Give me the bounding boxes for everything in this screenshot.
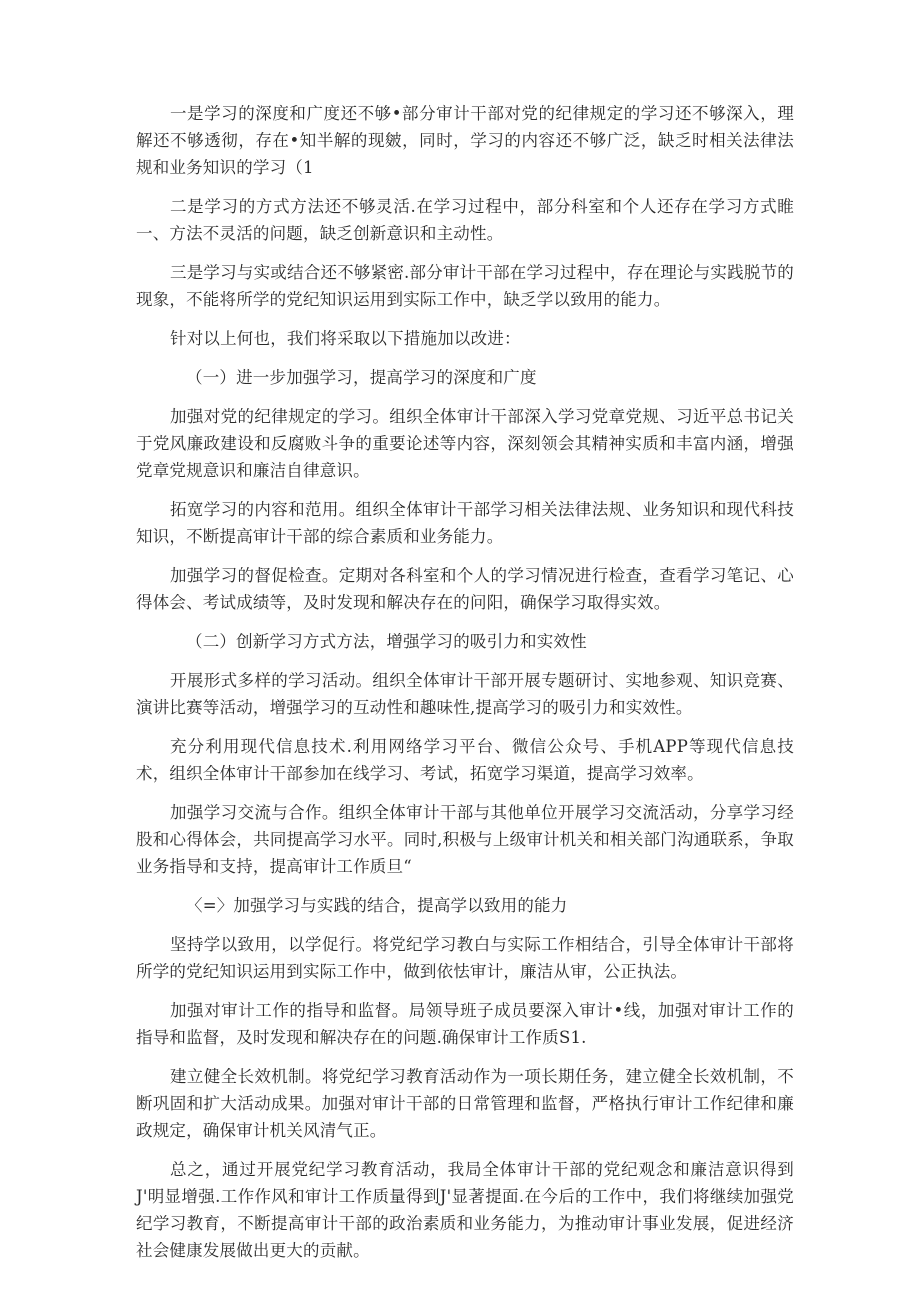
section-heading-1: （一）进一步加强学习，提高学习的深度和广度	[186, 368, 537, 387]
paragraph-conclusion: 总之，通过开展党纪学习教育活动，我局全体审计干部的党纪观念和廉洁意识得到J'明显增强.工作作风和审计工作质量得到J'显著提面.在今后的工作中，我们将继续加强党纪学习教育，不断提高审计干部的政治素质和业务能力，为推动审计事业发展，促进经济社会健康发展做出更大的贡献。	[136, 1160, 794, 1260]
paragraph-learning-by-doing: 坚持学以致用，以学促行。将党纪学习教白与实际工作相结合，引导全体审计干部将所学的党纪知识运用到实际工作中，做到依怯审计，廉洁从审，公正执法。	[136, 935, 794, 981]
paragraph-learning-depth: 一是学习的深度和广度还不够•部分审计干部对党的纪律规定的学习还不够深入，理解还不够透彻，存在•知半解的现皴，同时，学习的内容还不够广泛，缺乏时相关法律法规和业务知识的学习（1	[136, 104, 794, 177]
section-heading-3: 〈=〉加强学习与实践的结合，提高学以致用的能力	[186, 896, 568, 915]
document-body	[136, 100, 794, 1276]
paragraph-diverse-activities: 开展形式多样的学习活动。组织全体审计干部开展专题研讨、实地参观、知识竞赛、演讲比赛等活动，增强学习的互动性和趣味性,提高学习的吸引力和实效性。	[136, 671, 794, 717]
paragraph-information-technology: 充分利用现代信息技术.利用网络学习平台、微信公众号、手机APP等现代信息技术，组织全体审计干部参加在线学习、考试，拓宽学习渠道，提高学习效率。	[136, 737, 794, 783]
paragraph-exchange-cooperation: 加强学习交流与合作。组织全体审计干部与其他单位开展学习交流活动，分享学习经股和心得体会，共同提高学习水平。同时,积极与上级审计机关和相关部门沟通联系，争取业务指导和支持，提高审计工作质旦“	[136, 803, 794, 876]
paragraph-learning-practice: 三是学习与实或结合还不够紧密.部分审计干部在学习过程中，存在理论与实践脱节的现象，不能将所学的党纪知识运用到实际工作中，缺乏学以致用的能力。	[136, 263, 794, 309]
section-heading-2: （二）创新学习方式方法，增强学习的吸引力和实效性	[186, 632, 587, 651]
paragraph-learning-methods: 二是学习的方式方法还不够灵活.在学习过程中，部分科室和个人还存在学习方式睢一、方法不灵活的问题，缺乏创新意识和主动性。	[136, 197, 794, 243]
paragraph-party-discipline-study: 加强对党的纪律规定的学习。组织全体审计干部深入学习党章党规、习近平总书记关于党风廉政建设和反腐败斗争的重要论述等内容，深刻领会其精神实质和丰富内涵，增强党章党规意识和廉洁自律意识。	[136, 407, 794, 480]
paragraph-guidance-supervision: 加强对审计工作的指导和监督。局领导班子成员要深入审计•线，加强对审计工作的指导和监督，及时发现和解决存在的问题.确保审计工作质S1.	[136, 1001, 794, 1047]
paragraph-broaden-scope: 拓宽学习的内容和范用。组织全体审计干部学习相关法律法规、业务知识和现代科技知识，不断提高审计干部的综合素质和业务能力。	[136, 500, 794, 546]
paragraph-long-term-mechanism: 建立健全长效机制。将党纪学习教育活动作为一项长期任务，建立健全长效机制，不断巩固和扩大活动成果。加强对审计干部的日常管理和监督，严格执行审计工作纪律和廉政规定，确保审计机关风清气正。	[136, 1067, 794, 1140]
paragraph-supervision-check: 加强学习的督促检查。定期对各科室和个人的学习情况进行检查，查看学习笔记、心得体会、考试成绩等，及时发现和解决存在的问阳，确保学习取得实效。	[136, 566, 794, 612]
paragraph-measures-intro: 针对以上何也，我们将采取以下措施加以改进：	[170, 329, 521, 348]
